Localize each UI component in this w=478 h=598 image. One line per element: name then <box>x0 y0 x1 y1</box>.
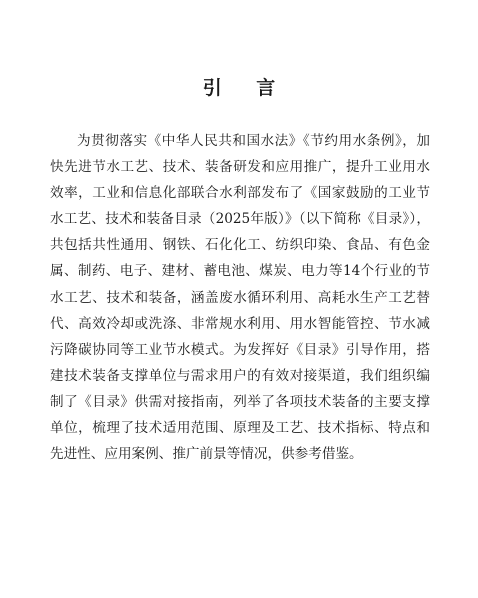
document-title: 引 言 <box>202 77 290 99</box>
introduction-paragraph: 为贯彻落实《中华人民共和国水法》《节约用水条例》，加快先进节水工艺、技术、装备研发和应用推广，提升工业用水效率，工业和信息化部联合水利部发布了《国家鼓励的工业节水工艺、技术和装备目录（2025年版）》（以下简称《目录》），共包括共性通用、钢铁、石化化工、纺织印染、食品、有色金属、制药、电子、建材、蓄电池、煤炭、电力等14个行业的节水工艺、技术和装备，涵盖废水循环利用、高耗水生产工艺替代、高效冷却或洗涤、非常规水利用、用水智能管控、节水减污降碳协同等工业节水模式。为发挥好《目录》引导作用，搭建技术装备支撑单位与需求用户的有效对接渠道，我们组织编制了《目录》供需对接指南，列举了各项技术装备的主要支撑单位，梳理了技术适用范围、原理及工艺、技术指标、特点和先进性、应用案例、推广前景等情况，供参考借鉴。 <box>50 133 430 463</box>
